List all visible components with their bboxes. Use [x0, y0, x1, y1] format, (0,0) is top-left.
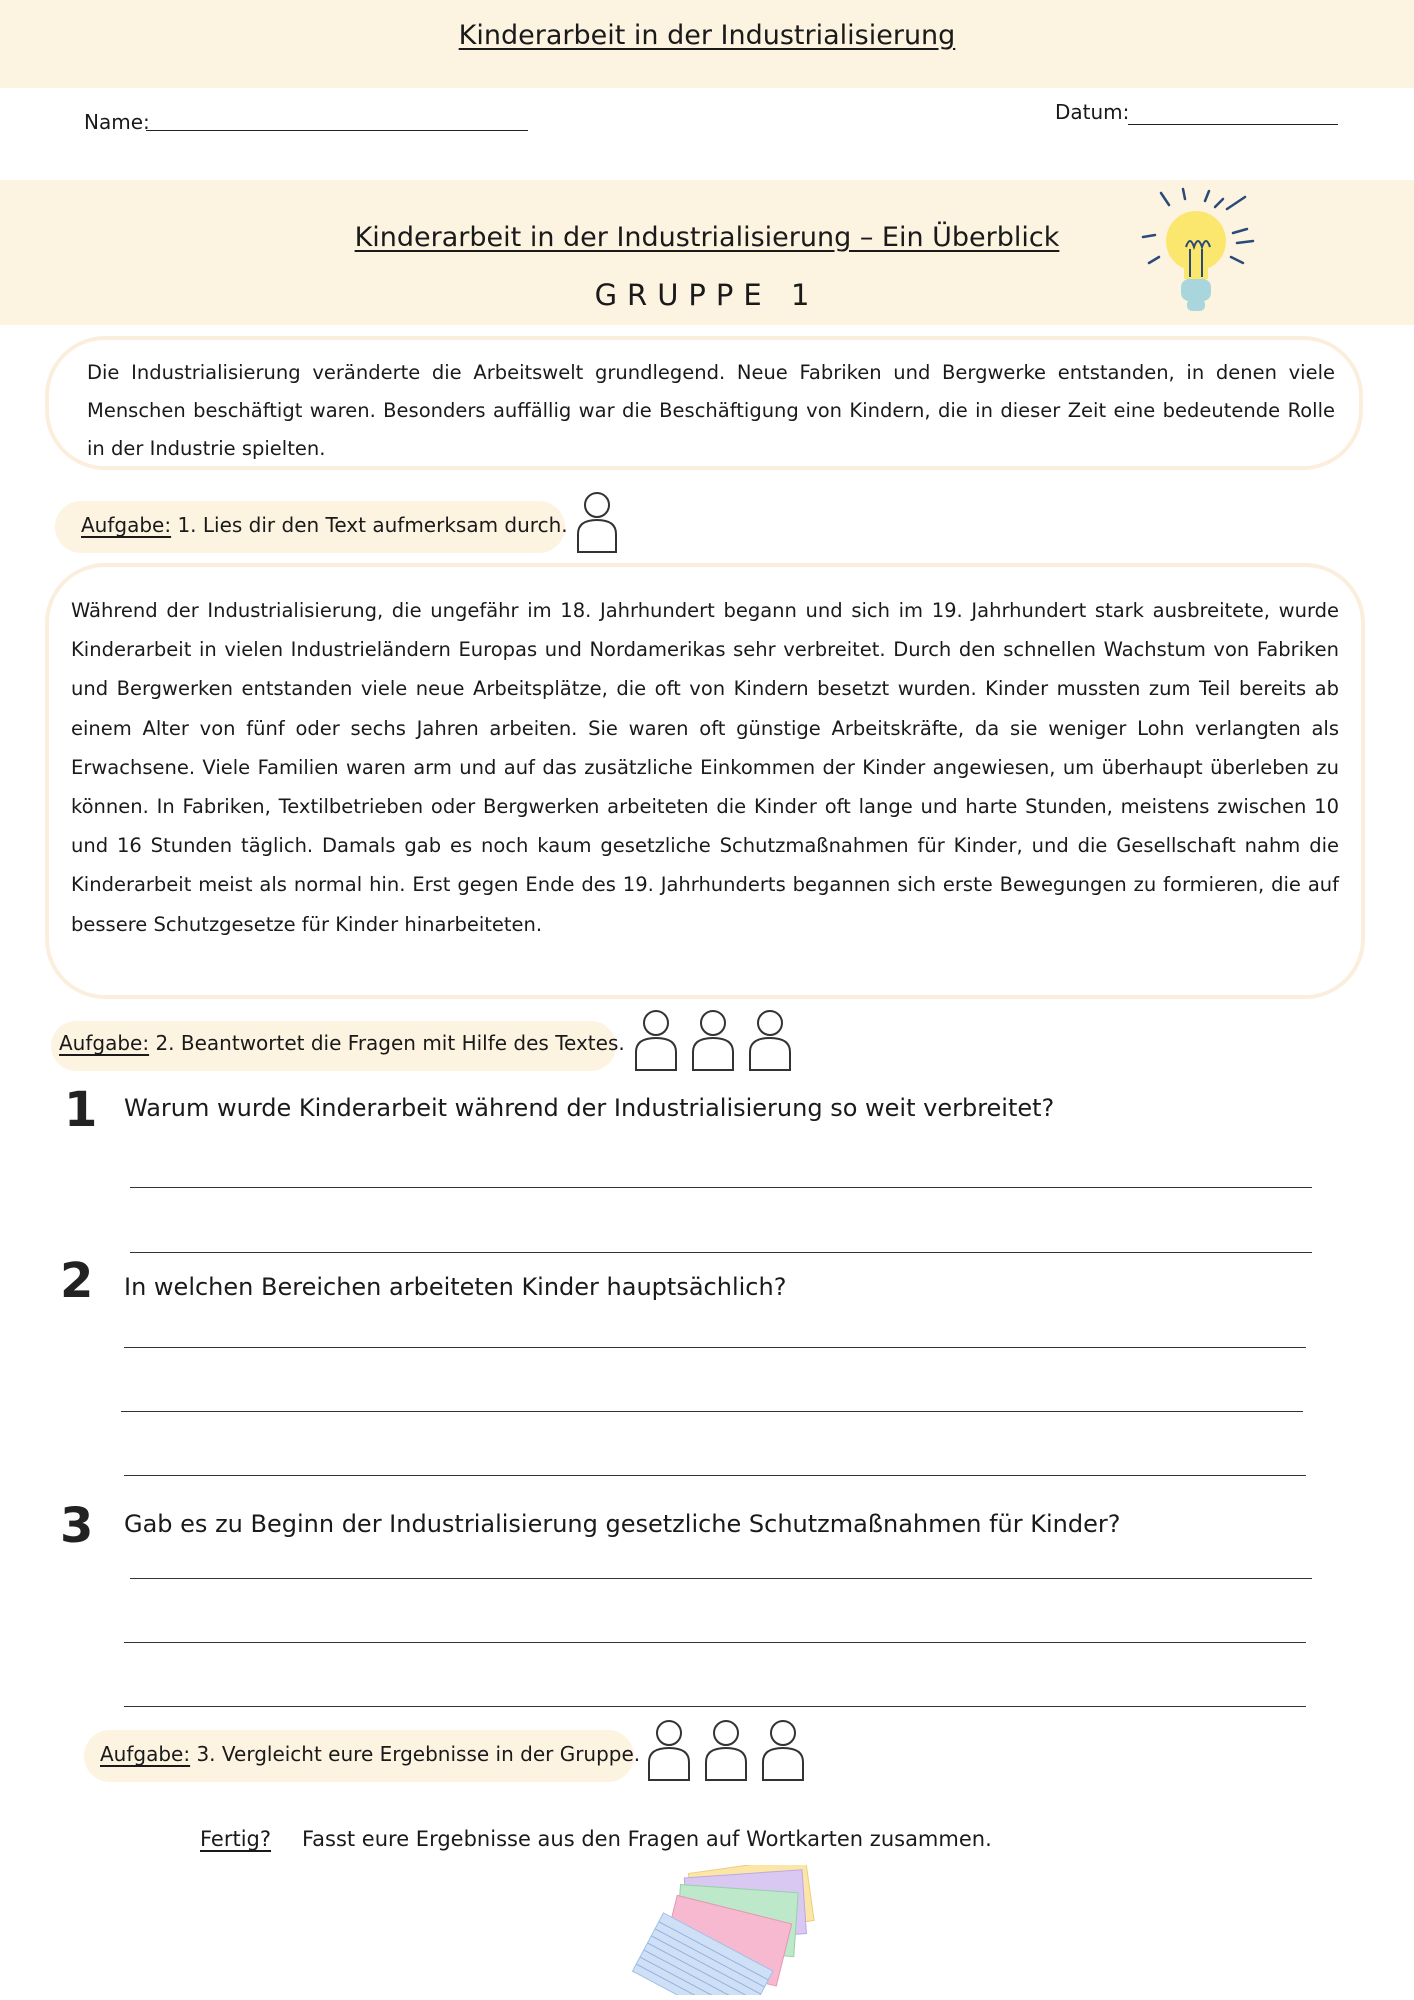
person-icon	[574, 490, 620, 556]
answer-line-2a[interactable]	[124, 1347, 1306, 1348]
task3-label: Aufgabe:	[100, 1742, 191, 1766]
question-2-text: In welchen Bereichen arbeiteten Kinder hauptsächlich?	[124, 1273, 787, 1301]
main-text-box	[45, 563, 1365, 999]
answer-line-2b[interactable]	[121, 1411, 1303, 1412]
index-cards-icon	[590, 1865, 830, 1995]
group-label: GRUPPE 1	[594, 278, 820, 312]
question-3-text: Gab es zu Beginn der Industrialisierung gesetzliche Schutzmaßnahmen für Kinder?	[124, 1510, 1121, 1538]
task2-label: Aufgabe:	[59, 1031, 150, 1055]
question-2-number: 2	[60, 1253, 94, 1309]
group-icon	[632, 1008, 794, 1074]
answer-line-1b[interactable]	[130, 1252, 1312, 1253]
date-label: Datum:	[1055, 100, 1130, 124]
date-field[interactable]	[1128, 124, 1338, 125]
answer-line-2c[interactable]	[124, 1475, 1306, 1476]
done-label: Fertig?	[200, 1827, 272, 1851]
task3-pill	[84, 1730, 641, 1782]
worksheet-title: Kinderarbeit in der Industrialisierung	[458, 20, 956, 51]
question-1-text: Warum wurde Kinderarbeit während der Industrialisierung so weit verbreitet?	[124, 1094, 1055, 1122]
question-3-number: 3	[60, 1498, 94, 1554]
name-label: Name:	[84, 110, 150, 134]
name-field[interactable]	[146, 130, 528, 131]
intro-text: Die Industrialisierung veränderte die Arbeitswelt grundlegend. Neue Fabriken und Bergwerke entstanden, in denen viele Menschen beschäftigt waren. Besonders auffällig war die Beschäftigung von Kindern, die in dieser Zeit eine bedeutende Rolle in der Industrie spielten.	[87, 361, 1335, 460]
task3-text: 3. Vergleicht eure Ergebnisse in der Gruppe.	[190, 1742, 641, 1766]
group-icon	[645, 1718, 807, 1784]
done-text: Fasst eure Ergebnisse aus den Fragen auf Wortkarten zusammen.	[302, 1827, 992, 1851]
answer-line-3c[interactable]	[124, 1706, 1306, 1707]
lightbulb-icon	[1135, 185, 1265, 320]
task2-pill	[51, 1021, 625, 1071]
answer-line-3b[interactable]	[124, 1642, 1306, 1643]
task2-text: 2. Beantwortet die Fragen mit Hilfe des Textes.	[149, 1031, 625, 1055]
answer-line-1a[interactable]	[130, 1187, 1312, 1188]
answer-line-3a[interactable]	[130, 1578, 1312, 1579]
section-title: Kinderarbeit in der Industrialisierung – Ein Überblick	[354, 222, 1060, 253]
intro-text-box	[45, 336, 1363, 470]
question-1-number: 1	[64, 1082, 98, 1138]
main-text: Während der Industrialisierung, die ungefähr im 18. Jahrhundert begann und sich im 19. Jahrhundert stark ausbreitete, wurde Kinderarbeit in vielen Industrieländern Europas und Nordamerikas sehr verbreitet. Durch den schnellen Wachstum von Fabriken und Bergwerken entstanden viele neue Arbeitsplätze, die oft von Kindern besetzt wurden. Kinder mussten zum Teil bereits ab einem Alter von fünf oder sechs Jahren arbeiten. Sie waren oft günstige Arbeitskräfte, da sie weniger Lohn verlangten als Erwachsene. Viele Familien waren arm und auf das zusätzliche Einkommen der Kinder angewiesen, um überhaupt überleben zu können. In Fabriken, Textilbetrieben oder Bergwerken arbeiteten die Kinder oft lange und harte Stunden, meistens zwischen 10 und 16 Stunden täglich. Damals gab es noch kaum gesetzliche Schutzmaßnahmen für Kinder, und die Gesellschaft nahm die Kinderarbeit meist als normal hin. Erst gegen Ende des 19. Jahrhunderts begannen sich erste Bewegungen zu formieren, die auf bessere Schutzgesetze für Kinder hinarbeiteten.	[71, 599, 1339, 936]
task1-text: 1. Lies dir den Text aufmerksam durch.	[171, 513, 568, 537]
task1-label: Aufgabe:	[81, 513, 172, 537]
task1-pill	[55, 501, 568, 553]
